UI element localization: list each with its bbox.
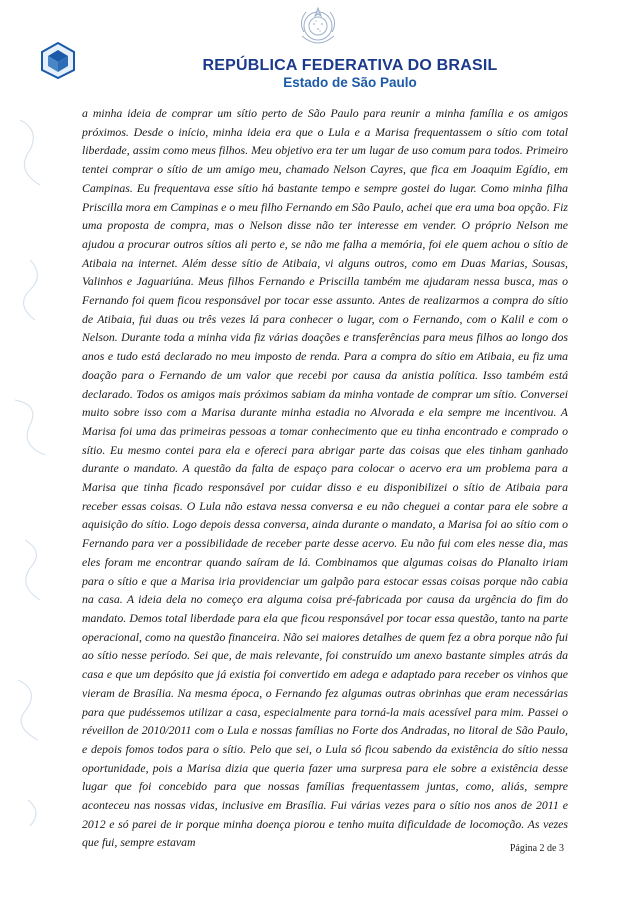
document-subtitle: Estado de São Paulo [283,75,417,90]
document-title: REPÚBLICA FEDERATIVA DO BRASIL [202,57,498,74]
cube-logo-icon [38,40,78,80]
page-number: Página 2 de 3 [509,843,564,854]
coat-of-arms-icon [292,2,344,54]
body-text [82,104,568,852]
body-paragraph: a minha ideia de comprar um sítio perto de São Paulo para reunir a minha família e os amigos próximos. Desde o início, minha ideia era que o Lula e a Marisa frequentassem o sítio com total liberdade, assim como meus filhos. Meu objetivo era ter um lugar de uso comum para todos. Primeiro tentei comprar o sítio de um amigo meu, chamado Nelson Cayres, que fica em Joaquim Egídio, em Campinas. Eu frequentava esse sítio há bastante tempo e sempre gostei do lugar. Como minha filha Priscilla mora em Campinas e o meu filho Fernando em São Paulo, achei que era uma boa opção. Fiz uma proposta de compra, mas o Nelson disse não ter interesse em vender. O próprio Nelson me ajudou a procurar outros sítios ali perto e, se não me falha a memória, foi ele quem achou o sítio de Atibaia na internet. Além desse sítio de Atibaia, vi alguns outros, como em Duas Marias, Sousas, Valinhos e Jaguariúna. Meus filhos Fernando e Priscilla também me ajudaram nessa busca, mas o Fernando foi quem ficou responsável por tocar esse assunto. Antes de realizarmos a compra do sítio de Atibaia, fui duas ou três vezes lá para conhecer o lugar, com o Fernando, com o Kalil e com o Nelson. Durante toda a minha vida fiz várias doações e transferências para meus filhos ao longo dos anos e tudo está declarado no meu imposto de renda. Para a compra do sítio em Atibaia, eu fiz uma doação para o Fernando de um valor que recebi por causa da anistia política. Isso também está declarado. Todos os amigos mais próximos sabiam da minha vontade de comprar um sítio. Conversei muito sobre isso com a Marisa durante minha estadia no Alvorada e ela sempre me incentivou. A Marisa foi uma das primeiras pessoas a tomar conhecimento que eu tinha encontrado e comprado o sítio. Eu mesmo contei para ela e ofereci para abrigar parte das coisas que eles tinham ganhado durante o mandato. A questão da falta de espaço para colocar o acervo era um problema para a Marisa que tinha ficado responsável por cuidar disso e eu disponibilizei o sítio de Atibaia para receber essas coisas. O Lula não estava nessa conversa e eu não cheguei a contar para ele sobre a aquisição do sítio. Logo depois dessa conversa, ainda durante o mandato, a Marisa foi ao sítio com o Fernando para ver a possibilidade de receber parte desse acervo. Eu não fui com eles nesse dia, mas eles foram me encontrar quando saíram de lá. Combinamos que algumas coisas do Planalto iriam para o sítio e que a Marisa iria providenciar um galpão para estocar essas coisas porque não cabia na casa. A ideia dela no começo era alguma coisa pré-fabricada por causa da urgência do fim do mandato. Demos total liberdade para ela que ficou responsável por tocar essa questão, tanto na parte operacional, como na questão financeira. Não sei maiores detalhes de quem fez a obra porque não fui ao sítio nesse período. Sei que, de mais relevante, foi construído um anexo bastante simples atrás da casa e que um depósito que já existia foi convertido em adega e adaptado para receber os vinhos que vieram de Brasília. Na mesma época, o Fernando fez algumas outras obrinhas que eram necessárias para que pudéssemos utilizar a casa, especialmente para torná-la mais acessível para mim. Passei o réveillon de 2010/2011 com o Lula e nossas famílias no Forte dos Andradas, no litoral de São Paulo, e depois fomos todos para o sítio. Pelo que sei, o Lula só ficou sabendo da existência do sítio nessa oportunidade, pois a Marisa dizia que queria fazer uma surpresa para ele sobre a existência desse lugar que foi concebido para que nossas famílias frequentassem juntas, como, aliás, sempre aconteceu nas nossas vidas, inclusive em Brasília. Fui várias vezes para o sítio nos anos de 2011 e 2012 e só parei de ir porque minha doença piorou e tenho muita dificuldade de locomoção. As vezes que fui, sempre estavam [82,106,568,850]
document-header [150,56,550,91]
